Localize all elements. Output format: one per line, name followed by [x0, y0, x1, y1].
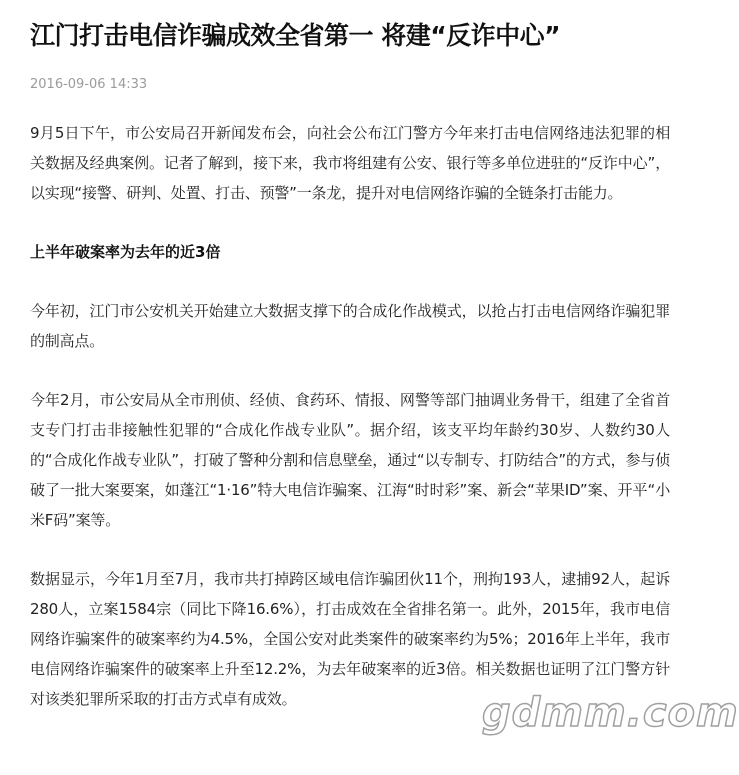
paragraph-intro: 9月5日下午，市公安局召开新闻发布会，向社会公布江门警方今年来打击电信网络违法犯罪的相关数据及经典案例。记者了解到，接下来，我市将组建有公安、银行等多单位进驻的“反诈中心”，以实现“接警、研判、处置、打击、预警”一条龙，提升对电信网络诈骗的全链条打击能力。 [30, 124, 670, 202]
article-body [30, 118, 670, 714]
paragraph-background: 今年初，江门市公安机关开始建立大数据支撑下的合成化作战模式，以抢占打击电信网络诈骗犯罪的制高点。 [30, 302, 670, 350]
paragraph-task-force: 今年2月，市公安局从全市刑侦、经侦、食药环、情报、网警等部门抽调业务骨干，组建了全省首支专门打击非接触性犯罪的“合成化作战专业队”。据介绍，该支平均年龄约30岁、人数约30人的“合成化作战专业队”，打破了警种分割和信息壁垒，通过“以专制专、打防结合”的方式，参与侦破了一批大案要案，如蓬江“1·16”特大电信诈骗案、江海“时时彩”案、新会“苹果ID”案、开平“小米F码”案等。 [30, 391, 670, 529]
article-title: 江门打击电信诈骗成效全省第一 将建“反诈中心” [30, 21, 561, 50]
paragraph-statistics: 数据显示，今年1月至7月，我市共打掉跨区域电信诈骗团伙11个，刑拘193人，逮捕92人，起诉280人，立案1584宗（同比下降16.6%），打击成效在全省排名第一。此外，2015年，我市电信网络诈骗案件的破案率约为4.5%，全国公安对此类案件的破案率约为5%；2016年上半年，我市电信网络诈骗案件的破案率上升至12.2%，为去年破案率的近3倍。相关数据也证明了江门警方针对该类犯罪所采取的打击方式卓有成效。 [30, 570, 670, 708]
article [30, 18, 670, 743]
site-watermark: gdmm.com [482, 690, 739, 736]
section-heading: 上半年破案率为去年的近3倍 [30, 243, 221, 261]
publish-date: 2016-09-06 14:33 [30, 77, 148, 92]
